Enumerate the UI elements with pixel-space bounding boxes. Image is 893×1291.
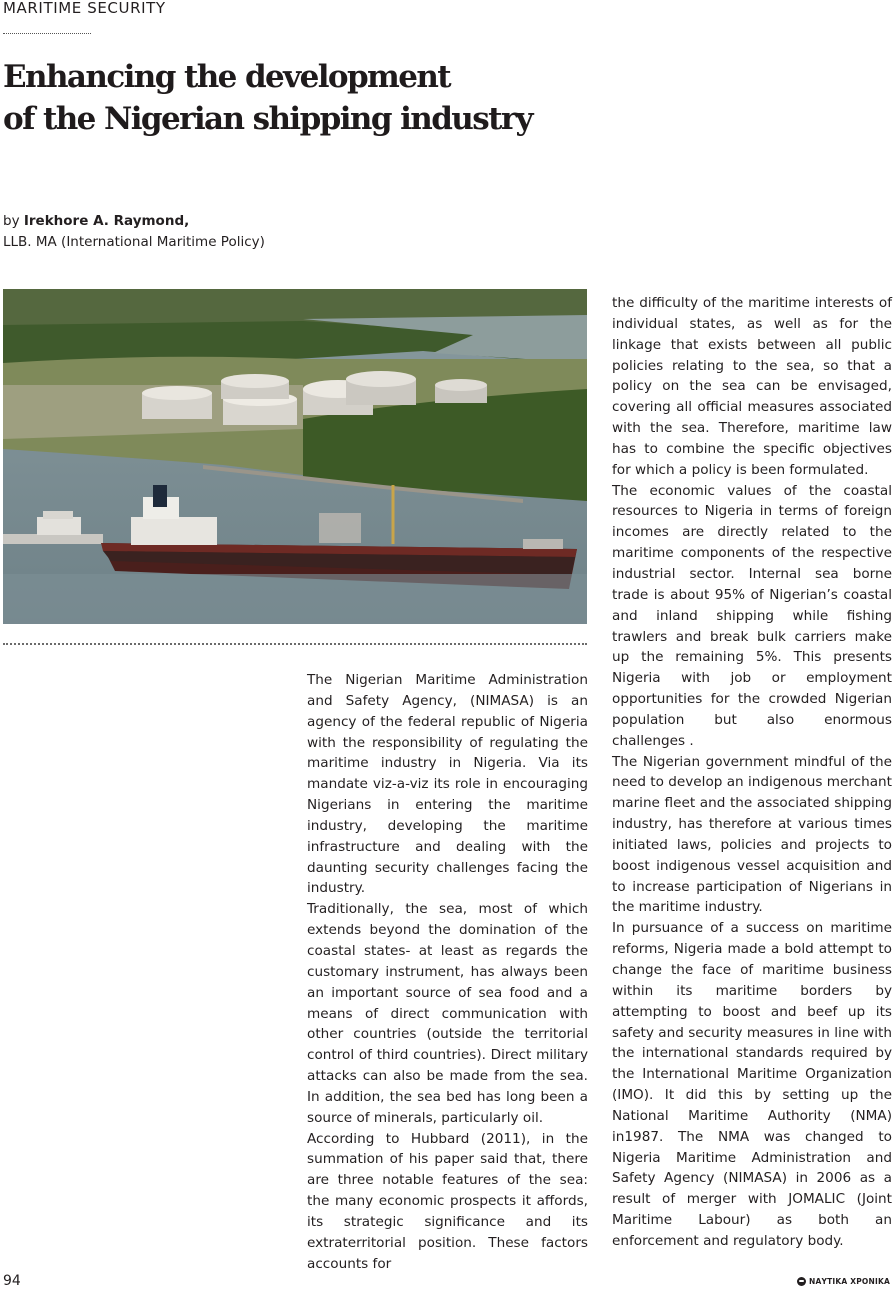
body-paragraph: The Nigerian Maritime Administration and Safety Agency, (NIMASA) is an agency of the federal republic of Nigeria with the responsibility of regulating the maritime industry in Nigeria. Via its mandate viz-a-viz its role in encouraging Nigerians in entering the maritime industry, developing the maritime infrastructure and dealing with the daunting security challenges facing the industry. — [307, 672, 588, 897]
byline-prefix: by — [3, 213, 24, 229]
article-headline — [3, 56, 703, 140]
body-paragraph: Traditionally, the sea, most of which extends beyond the domination of the coastal states- at least as regards the customary instrument, has always been an important source of sea food and a means of direct communication with other countries (outside the territorial control of third countries). Direct military attacks can also be made from the sea. In addition, the sea bed has long been a source of minerals, particularly oil. — [307, 901, 588, 1126]
article-photo-oil-terminal — [3, 289, 587, 624]
body-paragraph: the difficulty of the maritime interests of individual states, as well as for the linkage that exists between all public policies relating to the sea, so that a policy on the sea can be envisaged, covering all official measures associated with the sea. Therefore, maritime law has to combine the specific objectives for which a policy is been formulated. — [612, 295, 892, 478]
section-divider — [3, 33, 91, 34]
photo-divider — [3, 643, 587, 645]
body-paragraph: In pursuance of a success on maritime reforms, Nigeria made a bold attempt to change the face of maritime business within its maritime borders by attempting to boost and beef up its safety and security measures in line with the international standards required by the International Maritime Organization (IMO). It did this by setting up the National Maritime Authority (NMA) in1987. The NMA was changed to Nigeria Maritime Administration and Safety Agency (NIMASA) in 2006 as a result of merger with JOMALIC (Joint Maritime Labour) as both an enforcement and regulatory body. — [612, 920, 892, 1249]
section-label: MARITIME SECURITY — [3, 0, 166, 17]
body-paragraph: The Nigerian government mindful of the need to develop an indigenous merchant marine fleet and the associated shipping industry, has therefore at various times initiated laws, policies and projects to boost indigenous vessel acquisition and to increase participation of Nigerians in the maritime industry. — [612, 753, 892, 916]
page-number: 94 — [3, 1273, 21, 1289]
headline-line-2: of the Nigerian shipping industry — [3, 101, 532, 137]
body-paragraph: The economic values of the coastal resources to Nigeria in terms of foreign incomes are directly related to the maritime components of the respective industrial sector. Internal sea borne trade is about 95% of Nigerian’s coastal and inland shipping while fishing trawlers and break bulk carriers make up the remaining 5%. This presents Nigeria with job or employment opportunities for the crowded Nigerian population but also enormous challenges . — [612, 482, 892, 749]
water-reflection — [3, 574, 587, 624]
body-column-right — [612, 293, 892, 1252]
body-column-middle — [307, 670, 588, 1274]
publication-brand — [797, 1277, 890, 1286]
author-credentials: LLB. MA (International Maritime Policy) — [3, 234, 265, 250]
headline-line-1: Enhancing the development — [3, 59, 451, 95]
byline-author-line — [3, 211, 265, 232]
author-name: Irekhore A. Raymond, — [23, 213, 190, 229]
byline — [3, 211, 265, 253]
body-paragraph: According to Hubbard (2011), in the summation of his paper said that, there are three notable features of the sea: the many economic prospects it affords, its strategic significance and its extraterritorial position. These factors accounts for — [307, 1130, 588, 1272]
publication-name: ΝΑΥΤΙΚΑ ΧΡΟΝΙΚΑ — [809, 1277, 890, 1286]
brand-logo-icon — [797, 1277, 806, 1286]
photo-illustration — [3, 289, 587, 624]
